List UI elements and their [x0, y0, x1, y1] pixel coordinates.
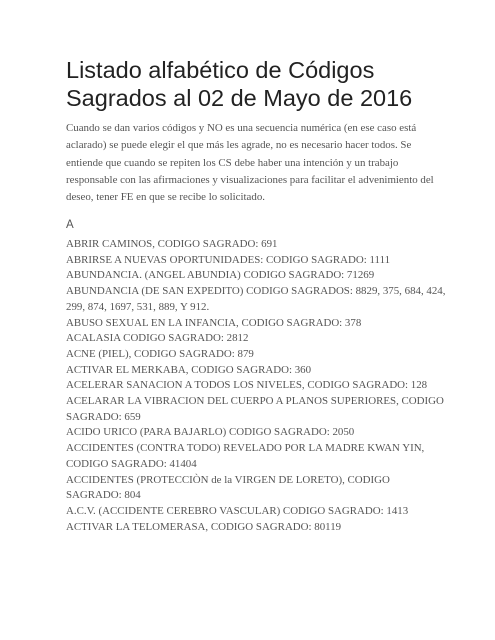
- code-entry: ACCIDENTES (CONTRA TODO) REVELADO POR LA MADRE KWAN YIN, CODIGO SAGRADO: 41404: [66, 442, 425, 470]
- code-entry: ABRIR CAMINOS, CODIGO SAGRADO: 691: [66, 238, 278, 250]
- code-entry: ACIDO URICO (PARA BAJARLO) CODIGO SAGRADO: 2050: [66, 426, 355, 439]
- intro-paragraph: Cuando se dan varios códigos y NO es una secuencia numérica (en ese caso está aclarado) se puede elegir el que más les agrade, no es necesario hacer todos. Se entiende que cuando se repiten los CS debe haber una intención y un trabajo responsable con las afirmaciones y visualizaciones para facilitar el advenimiento del deseo, tener FE en que se recibe lo solicitado.: [66, 122, 434, 204]
- code-entry: ACTIVAR EL MERKABA, CODIGO SAGRADO: 360: [66, 363, 312, 376]
- code-entry: ACCIDENTES (PROTECCIÒN de la VIRGEN DE LORETO), CODIGO SAGRADO: 804: [66, 473, 390, 502]
- code-entry: ABRIRSE A NUEVAS OPORTUNIDADES: CODIGO SAGRADO: 1111: [66, 253, 391, 266]
- code-entry-list: [66, 237, 446, 535]
- code-entry: ABUNDANCIA. (ANGEL ABUNDIA) CODIGO SAGRADO: 71269: [66, 269, 375, 282]
- code-entry: ACALASIA CODIGO SAGRADO: 2812: [66, 332, 249, 345]
- code-entry: ACNE (PIEL), CODIGO SAGRADO: 879: [66, 347, 254, 360]
- code-entry: ACELARAR LA VIBRACION DEL CUERPO A PLANOS SUPERIORES, CODIGO SAGRADO: 659: [66, 395, 444, 423]
- code-entry: ABUSO SEXUAL EN LA INFANCIA, CODIGO SAGRADO: 378: [66, 316, 362, 329]
- page-title: Listado alfabético de Códigos Sagrados al 02 de Mayo de 2016: [66, 57, 413, 111]
- section-heading-a: A: [66, 219, 74, 231]
- code-entry: A.C.V. (ACCIDENTE CEREBRO VASCULAR) CODIGO SAGRADO: 1413: [66, 504, 409, 517]
- code-entry: ACTIVAR LA TELOMERASA, CODIGO SAGRADO: 80119: [66, 520, 342, 533]
- code-entry: ACELERAR SANACION A TODOS LOS NIVELES, CODIGO SAGRADO: 128: [66, 379, 428, 392]
- code-entry: ABUNDANCIA (DE SAN EXPEDITO) CODIGO SAGRADOS: 8829, 375, 684, 424, 299, 874, 1697, 531, 889, Y 912.: [66, 285, 446, 313]
